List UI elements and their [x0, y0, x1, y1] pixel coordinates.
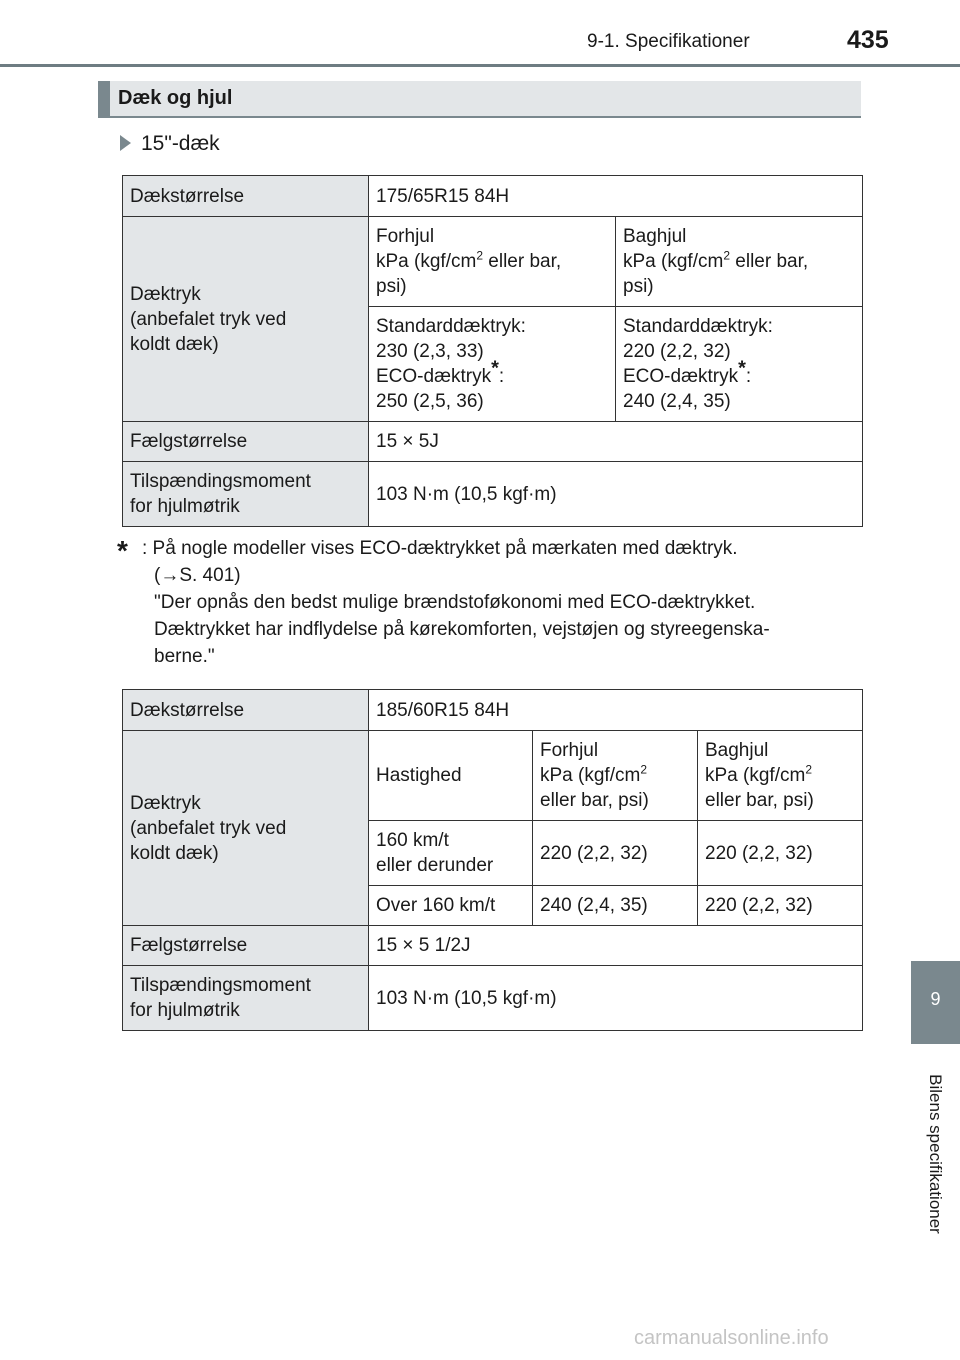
tire-size-value: 175/65R15 84H — [369, 176, 863, 217]
rim-size-label: Fælgstørrelse — [123, 422, 369, 462]
tire-size-label: Dækstørrelse — [123, 176, 369, 217]
rim-size-value: 15 × 5J — [369, 422, 863, 462]
speed-header: Hastighed — [369, 731, 533, 821]
front-pressure-cell: 240 (2,4, 35) — [533, 886, 698, 926]
torque-value: 103 N·m (10,5 kgf·m) — [369, 462, 863, 527]
page-number: 435 — [847, 26, 889, 54]
tire-spec-table-2 — [122, 689, 863, 1031]
speed-cell: 160 km/t eller derunder — [369, 821, 533, 886]
torque-value: 103 N·m (10,5 kgf·m) — [369, 966, 863, 1031]
speed-cell: Over 160 km/t — [369, 886, 533, 926]
front-wheel-header: Forhjul kPa ($kgf/cm^2$ eller bar, psi) — [369, 217, 616, 307]
header-section-title: 9-1. Specifikationer — [587, 31, 750, 52]
rear-pressure-cell: 220 (2,2, 32) — [698, 821, 863, 886]
pressure-label: Dæktryk (anbefalet tryk ved koldt dæk) — [123, 731, 369, 926]
footnote-text: : På nogle modeller vises ECO-dæktrykket på mærkaten med dæktryk. (→S. 401) "Der opnås den bedst mulige brændstoføkonomi med ECO-dæktrykket. Dæktrykket har indflydelse på kørekomforten, vejstøjen og styreegenska- berne." — [142, 538, 770, 667]
triangle-bullet-icon — [120, 135, 131, 151]
front-wheel-header: Forhjul kPa ($kgf/cm^2$ eller bar, psi) — [533, 731, 698, 821]
chapter-number: 9 — [930, 989, 941, 1009]
subsection-title: 15"-dæk — [141, 132, 220, 155]
watermark: carmanualsonline.info — [634, 1327, 829, 1349]
tire-size-value: 185/60R15 84H — [369, 690, 863, 731]
section-title-bar — [98, 81, 861, 118]
section-title: Dæk og hjul — [118, 87, 233, 109]
torque-label: Tilspændingsmoment for hjulmøtrik — [123, 966, 369, 1031]
torque-label: Tilspændingsmoment for hjulmøtrik — [123, 462, 369, 527]
rear-wheel-header: Baghjul kPa ($kgf/cm^2$ eller bar, psi) — [698, 731, 863, 821]
pressure-label: Dæktryk (anbefalet tryk ved koldt dæk) — [123, 217, 369, 422]
rim-size-label: Fælgstørrelse — [123, 926, 369, 966]
rear-wheel-header: Baghjul kPa ($kgf/cm^2$ eller bar, psi) — [616, 217, 863, 307]
tire-spec-table-1 — [122, 175, 863, 527]
header-divider — [0, 64, 960, 67]
chapter-label: Bilens specifikationer — [926, 1074, 945, 1234]
rear-pressure-cell: 220 (2,2, 32) — [698, 886, 863, 926]
footnote — [117, 535, 857, 670]
rear-pressure-values: Standarddæktryk: 220 (2,2, 32) ECO-dæktryk*: 240 (2,4, 35) — [616, 307, 863, 422]
front-pressure-cell: 220 (2,2, 32) — [533, 821, 698, 886]
chapter-tab[interactable] — [911, 961, 960, 1044]
front-pressure-values: Standarddæktryk: 230 (2,3, 33) ECO-dæktryk*: 250 (2,5, 36) — [369, 307, 616, 422]
rim-size-value: 15 × 5 1/2J — [369, 926, 863, 966]
subsection-heading — [120, 132, 220, 156]
footnote-marker: * — [117, 535, 128, 566]
tire-size-label: Dækstørrelse — [123, 690, 369, 731]
